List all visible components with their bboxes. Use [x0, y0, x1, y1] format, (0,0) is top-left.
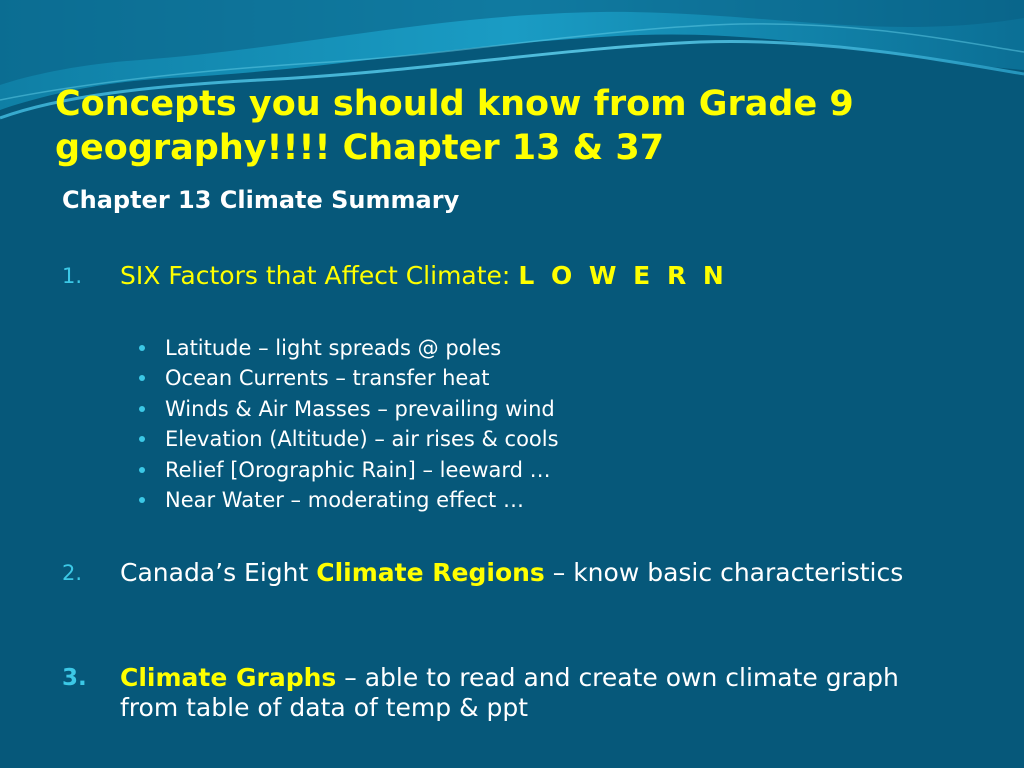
item-highlight: Climate Regions	[316, 558, 545, 587]
factor-item: Ocean Currents – transfer heat	[137, 364, 837, 394]
bullet-icon	[139, 436, 145, 442]
bullet-icon	[139, 467, 145, 473]
item-text-after: – able to read and create own climate graph from table of data of temp & ppt	[120, 663, 899, 722]
item-text: Canada’s Eight	[120, 558, 317, 587]
slide-subtitle: Chapter 13 Climate Summary	[62, 186, 460, 214]
factor-item: Winds & Air Masses – prevailing wind	[137, 395, 837, 425]
list-item-text	[120, 261, 910, 291]
factor-list	[137, 334, 837, 516]
bullet-icon	[139, 406, 145, 412]
factor-item: Latitude – light spreads @ poles	[137, 334, 837, 364]
list-number: 1.	[62, 264, 83, 288]
list-number: 3.	[62, 665, 87, 691]
factor-item: Relief [Orographic Rain] – leeward …	[137, 456, 837, 486]
item-text-after: – know basic characteristics	[544, 558, 904, 587]
bullet-icon	[139, 345, 145, 351]
list-item-text	[120, 663, 910, 723]
item-highlight: L O W E R N	[518, 261, 724, 290]
bullet-icon	[139, 375, 145, 381]
list-item-text	[120, 558, 910, 588]
item-text: SIX Factors that Affect Climate:	[120, 261, 519, 290]
slide-title: Concepts you should know from Grade 9 geography!!!! Chapter 13 & 37	[55, 84, 854, 168]
item-highlight: Climate Graphs	[120, 663, 337, 692]
factor-item: Near Water – moderating effect …	[137, 486, 837, 516]
factor-item: Elevation (Altitude) – air rises & cools	[137, 425, 837, 455]
bullet-icon	[139, 497, 145, 503]
list-number: 2.	[62, 561, 83, 585]
